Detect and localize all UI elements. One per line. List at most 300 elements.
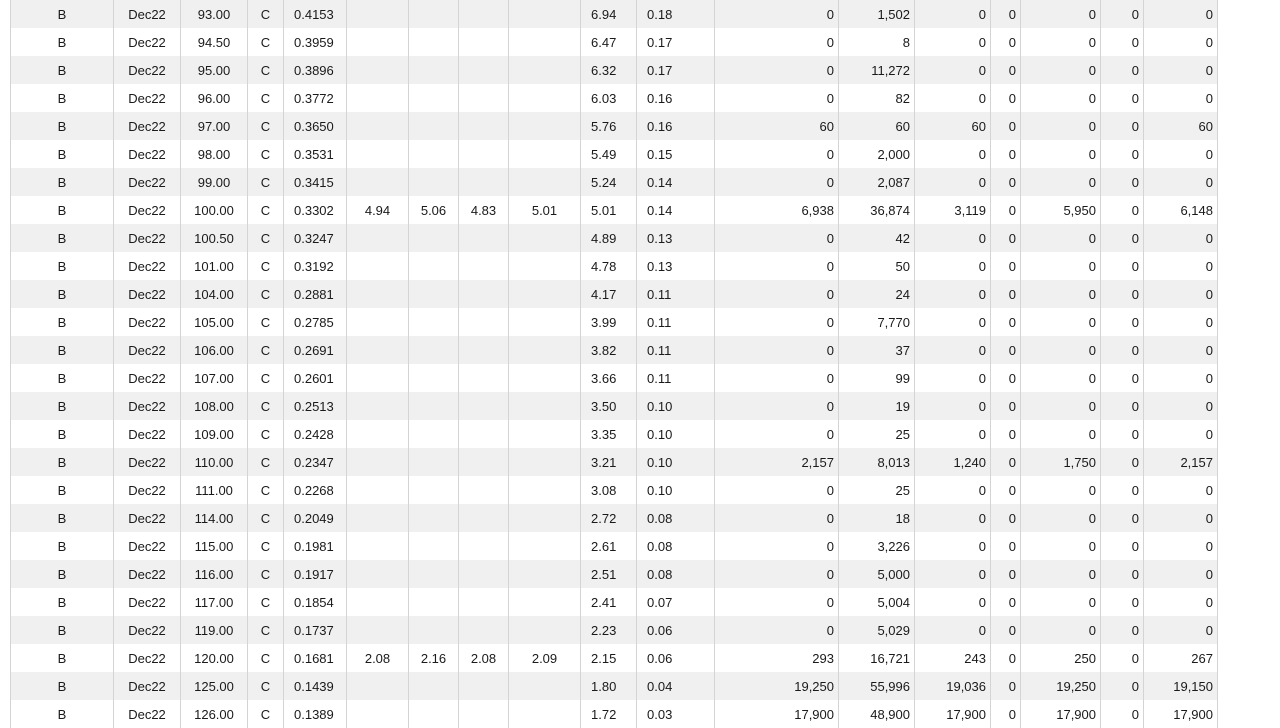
cell-open-interest: 55,996 xyxy=(839,672,915,700)
cell-open-interest: 5,000 xyxy=(839,560,915,588)
cell-low xyxy=(459,224,509,252)
cell-open xyxy=(347,392,409,420)
cell-low xyxy=(459,56,509,84)
cell-total: 0 xyxy=(1144,336,1218,364)
table-row xyxy=(11,532,1218,560)
cell-high xyxy=(409,56,459,84)
cell-delta: 0.1439 xyxy=(284,672,347,700)
cell-open-interest: 11,272 xyxy=(839,56,915,84)
cell-strike: 98.00 xyxy=(181,140,248,168)
cell-efp: 5,950 xyxy=(1021,196,1101,224)
cell-expiry: Dec22 xyxy=(114,84,181,112)
cell-expiry: Dec22 xyxy=(114,700,181,728)
cell-efr: 0 xyxy=(1101,644,1144,672)
cell-high xyxy=(409,616,459,644)
cell-type: C xyxy=(248,28,284,56)
cell-low xyxy=(459,168,509,196)
table-row xyxy=(11,280,1218,308)
table-row xyxy=(11,84,1218,112)
cell-total: 0 xyxy=(1144,28,1218,56)
cell-block: 0 xyxy=(991,336,1021,364)
cell-last xyxy=(509,448,581,476)
cell-oi-change: 0 xyxy=(915,308,991,336)
cell-settle: 4.78 xyxy=(581,252,637,280)
cell-settle: 5.01 xyxy=(581,196,637,224)
cell-open-interest: 19 xyxy=(839,392,915,420)
cell-efp: 1,750 xyxy=(1021,448,1101,476)
cell-total: 0 xyxy=(1144,224,1218,252)
cell-strike: 111.00 xyxy=(181,476,248,504)
cell-change: 0.17 xyxy=(637,28,715,56)
cell-type: C xyxy=(248,56,284,84)
cell-volume: 0 xyxy=(715,504,839,532)
cell-volume: 0 xyxy=(715,336,839,364)
cell-expiry: Dec22 xyxy=(114,56,181,84)
cell-last xyxy=(509,56,581,84)
cell-product: B xyxy=(11,84,114,112)
cell-oi-change: 0 xyxy=(915,560,991,588)
cell-block: 0 xyxy=(991,532,1021,560)
cell-product: B xyxy=(11,0,114,28)
cell-efr: 0 xyxy=(1101,448,1144,476)
cell-delta: 0.3302 xyxy=(284,196,347,224)
table-row xyxy=(11,196,1218,224)
cell-settle: 6.47 xyxy=(581,28,637,56)
cell-strike: 117.00 xyxy=(181,588,248,616)
cell-low xyxy=(459,112,509,140)
cell-oi-change: 0 xyxy=(915,224,991,252)
cell-settle: 4.17 xyxy=(581,280,637,308)
cell-type: C xyxy=(248,392,284,420)
cell-open-interest: 37 xyxy=(839,336,915,364)
cell-settle: 2.61 xyxy=(581,532,637,560)
cell-product: B xyxy=(11,448,114,476)
cell-change: 0.10 xyxy=(637,420,715,448)
cell-efp: 0 xyxy=(1021,532,1101,560)
cell-total: 17,900 xyxy=(1144,700,1218,728)
cell-last xyxy=(509,364,581,392)
cell-settle: 3.21 xyxy=(581,448,637,476)
cell-settle: 5.49 xyxy=(581,140,637,168)
table-row xyxy=(11,308,1218,336)
cell-type: C xyxy=(248,672,284,700)
cell-block: 0 xyxy=(991,616,1021,644)
cell-high xyxy=(409,504,459,532)
cell-last xyxy=(509,700,581,728)
cell-settle: 2.15 xyxy=(581,644,637,672)
cell-volume: 17,900 xyxy=(715,700,839,728)
cell-product: B xyxy=(11,112,114,140)
cell-high xyxy=(409,252,459,280)
cell-open-interest: 48,900 xyxy=(839,700,915,728)
cell-change: 0.04 xyxy=(637,672,715,700)
cell-expiry: Dec22 xyxy=(114,196,181,224)
table-row xyxy=(11,616,1218,644)
cell-product: B xyxy=(11,28,114,56)
table-row xyxy=(11,392,1218,420)
cell-product: B xyxy=(11,140,114,168)
cell-last xyxy=(509,28,581,56)
cell-efr: 0 xyxy=(1101,168,1144,196)
cell-product: B xyxy=(11,476,114,504)
cell-open-interest: 7,770 xyxy=(839,308,915,336)
cell-change: 0.15 xyxy=(637,140,715,168)
cell-low xyxy=(459,700,509,728)
cell-open xyxy=(347,168,409,196)
cell-efr: 0 xyxy=(1101,560,1144,588)
cell-block: 0 xyxy=(991,364,1021,392)
cell-oi-change: 0 xyxy=(915,336,991,364)
table-row xyxy=(11,224,1218,252)
cell-settle: 6.94 xyxy=(581,0,637,28)
cell-change: 0.08 xyxy=(637,532,715,560)
cell-high xyxy=(409,476,459,504)
cell-expiry: Dec22 xyxy=(114,252,181,280)
cell-settle: 3.66 xyxy=(581,364,637,392)
cell-product: B xyxy=(11,420,114,448)
cell-change: 0.10 xyxy=(637,392,715,420)
cell-efp: 0 xyxy=(1021,504,1101,532)
cell-product: B xyxy=(11,644,114,672)
cell-type: C xyxy=(248,644,284,672)
cell-efr: 0 xyxy=(1101,392,1144,420)
cell-block: 0 xyxy=(991,672,1021,700)
cell-efp: 0 xyxy=(1021,140,1101,168)
cell-open-interest: 99 xyxy=(839,364,915,392)
cell-total: 0 xyxy=(1144,588,1218,616)
table-row xyxy=(11,672,1218,700)
cell-settle: 3.08 xyxy=(581,476,637,504)
cell-delta: 0.3959 xyxy=(284,28,347,56)
cell-type: C xyxy=(248,476,284,504)
cell-efr: 0 xyxy=(1101,532,1144,560)
cell-oi-change: 0 xyxy=(915,84,991,112)
cell-volume: 0 xyxy=(715,168,839,196)
cell-product: B xyxy=(11,504,114,532)
cell-delta: 0.2601 xyxy=(284,364,347,392)
cell-strike: 116.00 xyxy=(181,560,248,588)
table-row xyxy=(11,560,1218,588)
cell-oi-change: 3,119 xyxy=(915,196,991,224)
cell-efp: 0 xyxy=(1021,420,1101,448)
cell-efr: 0 xyxy=(1101,672,1144,700)
cell-settle: 1.80 xyxy=(581,672,637,700)
cell-oi-change: 0 xyxy=(915,476,991,504)
cell-volume: 0 xyxy=(715,252,839,280)
cell-open-interest: 3,226 xyxy=(839,532,915,560)
cell-volume: 0 xyxy=(715,420,839,448)
cell-product: B xyxy=(11,672,114,700)
cell-efr: 0 xyxy=(1101,196,1144,224)
cell-last xyxy=(509,336,581,364)
cell-strike: 108.00 xyxy=(181,392,248,420)
cell-high xyxy=(409,224,459,252)
cell-type: C xyxy=(248,308,284,336)
cell-high xyxy=(409,308,459,336)
cell-oi-change: 0 xyxy=(915,588,991,616)
cell-open xyxy=(347,280,409,308)
cell-open xyxy=(347,308,409,336)
cell-expiry: Dec22 xyxy=(114,420,181,448)
cell-total: 0 xyxy=(1144,252,1218,280)
cell-volume: 0 xyxy=(715,560,839,588)
cell-strike: 99.00 xyxy=(181,168,248,196)
cell-low xyxy=(459,308,509,336)
cell-block: 0 xyxy=(991,224,1021,252)
cell-open xyxy=(347,420,409,448)
cell-block: 0 xyxy=(991,252,1021,280)
cell-delta: 0.2785 xyxy=(284,308,347,336)
table-row xyxy=(11,56,1218,84)
table-row xyxy=(11,700,1218,728)
cell-settle: 6.03 xyxy=(581,84,637,112)
cell-block: 0 xyxy=(991,560,1021,588)
cell-type: C xyxy=(248,252,284,280)
cell-volume: 0 xyxy=(715,532,839,560)
cell-expiry: Dec22 xyxy=(114,28,181,56)
cell-strike: 126.00 xyxy=(181,700,248,728)
cell-strike: 100.00 xyxy=(181,196,248,224)
cell-last xyxy=(509,280,581,308)
cell-oi-change: 0 xyxy=(915,504,991,532)
cell-change: 0.10 xyxy=(637,448,715,476)
table-row xyxy=(11,448,1218,476)
cell-last xyxy=(509,588,581,616)
cell-type: C xyxy=(248,504,284,532)
cell-settle: 6.32 xyxy=(581,56,637,84)
cell-efr: 0 xyxy=(1101,504,1144,532)
cell-expiry: Dec22 xyxy=(114,336,181,364)
cell-settle: 3.50 xyxy=(581,392,637,420)
cell-delta: 0.3650 xyxy=(284,112,347,140)
cell-low xyxy=(459,616,509,644)
cell-block: 0 xyxy=(991,504,1021,532)
cell-efp: 0 xyxy=(1021,588,1101,616)
cell-type: C xyxy=(248,560,284,588)
cell-open-interest: 24 xyxy=(839,280,915,308)
table-row xyxy=(11,644,1218,672)
table-row xyxy=(11,28,1218,56)
cell-settle: 2.23 xyxy=(581,616,637,644)
cell-block: 0 xyxy=(991,56,1021,84)
cell-oi-change: 0 xyxy=(915,28,991,56)
cell-delta: 0.2691 xyxy=(284,336,347,364)
cell-last xyxy=(509,616,581,644)
cell-strike: 120.00 xyxy=(181,644,248,672)
cell-total: 0 xyxy=(1144,560,1218,588)
cell-block: 0 xyxy=(991,420,1021,448)
cell-total: 0 xyxy=(1144,168,1218,196)
cell-open-interest: 5,004 xyxy=(839,588,915,616)
cell-efr: 0 xyxy=(1101,140,1144,168)
cell-last xyxy=(509,504,581,532)
cell-change: 0.10 xyxy=(637,476,715,504)
cell-strike: 95.00 xyxy=(181,56,248,84)
cell-expiry: Dec22 xyxy=(114,224,181,252)
cell-delta: 0.2881 xyxy=(284,280,347,308)
cell-high: 5.06 xyxy=(409,196,459,224)
cell-change: 0.11 xyxy=(637,364,715,392)
table-row xyxy=(11,420,1218,448)
cell-oi-change: 17,900 xyxy=(915,700,991,728)
cell-last xyxy=(509,672,581,700)
cell-high xyxy=(409,140,459,168)
cell-product: B xyxy=(11,364,114,392)
cell-low xyxy=(459,140,509,168)
cell-oi-change: 60 xyxy=(915,112,991,140)
cell-product: B xyxy=(11,252,114,280)
cell-open-interest: 25 xyxy=(839,420,915,448)
table-row xyxy=(11,252,1218,280)
cell-strike: 93.00 xyxy=(181,0,248,28)
cell-volume: 0 xyxy=(715,28,839,56)
cell-open-interest: 82 xyxy=(839,84,915,112)
cell-expiry: Dec22 xyxy=(114,168,181,196)
cell-block: 0 xyxy=(991,112,1021,140)
cell-open-interest: 8,013 xyxy=(839,448,915,476)
cell-type: C xyxy=(248,588,284,616)
cell-open-interest: 1,502 xyxy=(839,0,915,28)
cell-open xyxy=(347,140,409,168)
cell-delta: 0.1389 xyxy=(284,700,347,728)
cell-high xyxy=(409,0,459,28)
cell-delta: 0.1917 xyxy=(284,560,347,588)
table-row xyxy=(11,140,1218,168)
cell-efr: 0 xyxy=(1101,84,1144,112)
cell-change: 0.11 xyxy=(637,308,715,336)
cell-expiry: Dec22 xyxy=(114,140,181,168)
cell-delta: 0.2428 xyxy=(284,420,347,448)
cell-type: C xyxy=(248,336,284,364)
cell-low xyxy=(459,448,509,476)
cell-efp: 0 xyxy=(1021,560,1101,588)
cell-open: 2.08 xyxy=(347,644,409,672)
cell-strike: 114.00 xyxy=(181,504,248,532)
cell-strike: 97.00 xyxy=(181,112,248,140)
table-row xyxy=(11,168,1218,196)
options-data-table xyxy=(10,0,1218,728)
cell-high xyxy=(409,112,459,140)
cell-high xyxy=(409,532,459,560)
cell-strike: 119.00 xyxy=(181,616,248,644)
cell-efp: 19,250 xyxy=(1021,672,1101,700)
cell-high xyxy=(409,336,459,364)
cell-open xyxy=(347,252,409,280)
cell-efp: 0 xyxy=(1021,364,1101,392)
cell-total: 0 xyxy=(1144,420,1218,448)
cell-low xyxy=(459,28,509,56)
cell-last xyxy=(509,532,581,560)
cell-settle: 2.51 xyxy=(581,560,637,588)
cell-change: 0.03 xyxy=(637,700,715,728)
cell-high xyxy=(409,280,459,308)
cell-efr: 0 xyxy=(1101,420,1144,448)
cell-open-interest: 2,000 xyxy=(839,140,915,168)
cell-volume: 6,938 xyxy=(715,196,839,224)
cell-product: B xyxy=(11,308,114,336)
cell-open-interest: 36,874 xyxy=(839,196,915,224)
cell-type: C xyxy=(248,448,284,476)
cell-change: 0.18 xyxy=(637,0,715,28)
cell-high xyxy=(409,84,459,112)
cell-total: 2,157 xyxy=(1144,448,1218,476)
cell-change: 0.08 xyxy=(637,560,715,588)
cell-settle: 5.76 xyxy=(581,112,637,140)
table-row xyxy=(11,588,1218,616)
cell-last xyxy=(509,140,581,168)
cell-volume: 0 xyxy=(715,308,839,336)
cell-change: 0.16 xyxy=(637,84,715,112)
cell-open xyxy=(347,700,409,728)
cell-last xyxy=(509,308,581,336)
cell-change: 0.11 xyxy=(637,336,715,364)
cell-low xyxy=(459,504,509,532)
cell-block: 0 xyxy=(991,140,1021,168)
cell-settle: 1.72 xyxy=(581,700,637,728)
cell-low xyxy=(459,280,509,308)
cell-open xyxy=(347,336,409,364)
cell-total: 6,148 xyxy=(1144,196,1218,224)
cell-open-interest: 25 xyxy=(839,476,915,504)
cell-delta: 0.1981 xyxy=(284,532,347,560)
cell-efp: 0 xyxy=(1021,392,1101,420)
cell-delta: 0.2347 xyxy=(284,448,347,476)
cell-settle: 3.99 xyxy=(581,308,637,336)
cell-efp: 0 xyxy=(1021,280,1101,308)
cell-oi-change: 0 xyxy=(915,364,991,392)
cell-high xyxy=(409,700,459,728)
cell-volume: 0 xyxy=(715,140,839,168)
cell-product: B xyxy=(11,616,114,644)
cell-open-interest: 50 xyxy=(839,252,915,280)
cell-block: 0 xyxy=(991,644,1021,672)
cell-expiry: Dec22 xyxy=(114,364,181,392)
cell-settle: 3.35 xyxy=(581,420,637,448)
cell-expiry: Dec22 xyxy=(114,0,181,28)
cell-total: 19,150 xyxy=(1144,672,1218,700)
cell-low xyxy=(459,476,509,504)
cell-oi-change: 243 xyxy=(915,644,991,672)
cell-efr: 0 xyxy=(1101,476,1144,504)
cell-strike: 110.00 xyxy=(181,448,248,476)
cell-efr: 0 xyxy=(1101,112,1144,140)
cell-efp: 0 xyxy=(1021,168,1101,196)
cell-efp: 0 xyxy=(1021,0,1101,28)
cell-open-interest: 8 xyxy=(839,28,915,56)
cell-last xyxy=(509,224,581,252)
cell-delta: 0.1681 xyxy=(284,644,347,672)
cell-expiry: Dec22 xyxy=(114,504,181,532)
cell-efr: 0 xyxy=(1101,616,1144,644)
cell-last xyxy=(509,560,581,588)
cell-low xyxy=(459,560,509,588)
cell-efr: 0 xyxy=(1101,588,1144,616)
cell-volume: 19,250 xyxy=(715,672,839,700)
cell-efp: 0 xyxy=(1021,616,1101,644)
cell-open-interest: 60 xyxy=(839,112,915,140)
cell-efr: 0 xyxy=(1101,252,1144,280)
cell-efp: 0 xyxy=(1021,84,1101,112)
cell-low xyxy=(459,84,509,112)
cell-low xyxy=(459,252,509,280)
cell-open xyxy=(347,616,409,644)
cell-delta: 0.3896 xyxy=(284,56,347,84)
cell-total: 0 xyxy=(1144,0,1218,28)
cell-efp: 0 xyxy=(1021,112,1101,140)
cell-type: C xyxy=(248,140,284,168)
cell-oi-change: 0 xyxy=(915,392,991,420)
cell-high xyxy=(409,28,459,56)
